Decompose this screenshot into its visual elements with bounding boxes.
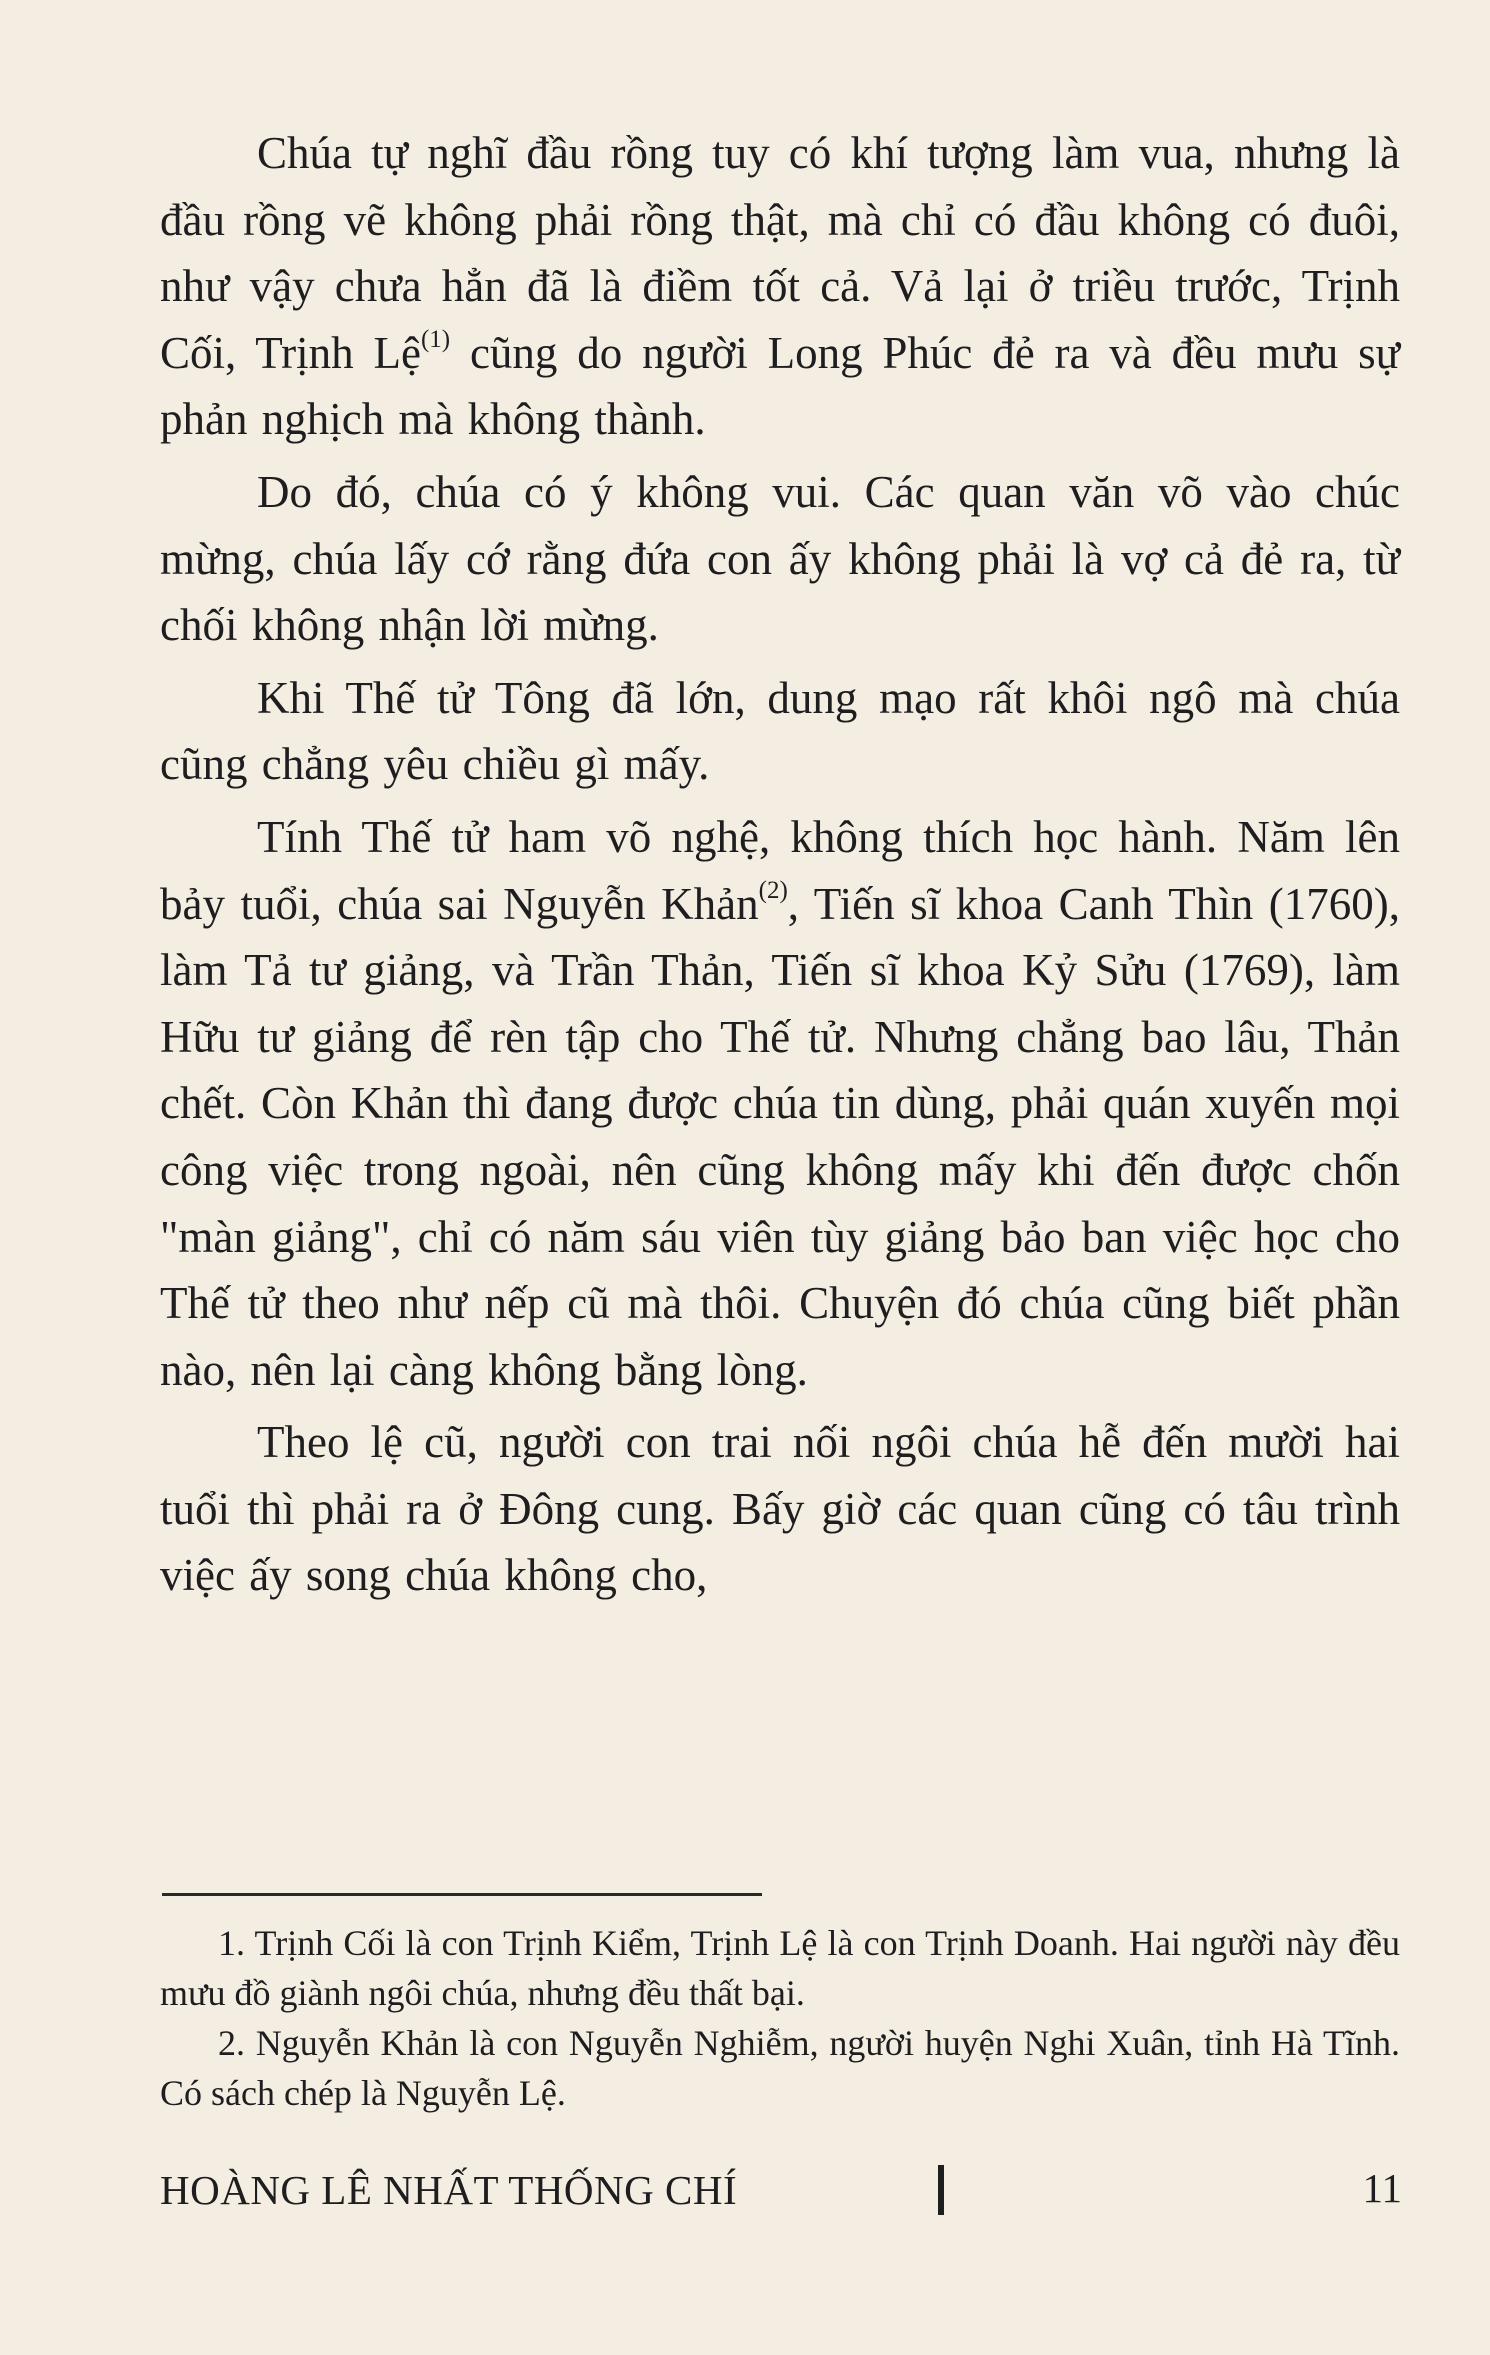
paragraph-5: Theo lệ cũ, người con trai nối ngôi chúa hễ đến mười hai tuổi thì phải ra ở Đông cung. Bấy giờ các quan cũng có tâu trình việc ấy song chúa không cho,	[160, 1417, 1400, 1601]
paragraph-text: Tính Thế tử ham võ nghệ, không thích học hành. Năm lên bảy tuổi, chúa sai Nguyễn Khản	[160, 811, 1400, 929]
footnote-2: 2. Nguyễn Khản là con Nguyễn Nghiễm, người huyện Nghi Xuân, tỉnh Hà Tĩnh. Có sách chép là Nguyễn Lệ.	[160, 2023, 1400, 2113]
paragraph-1	[160, 120, 1400, 453]
footnote-ref-1: (1)	[420, 325, 451, 353]
footnote-1: 1. Trịnh Cối là con Trịnh Kiểm, Trịnh Lệ là con Trịnh Doanh. Hai người này đều mưu đồ giành ngôi chúa, nhưng đều thất bại.	[160, 1923, 1400, 2013]
running-footer-title: HOÀNG LÊ NHẤT THỐNG CHÍ	[160, 2167, 738, 2213]
body-text	[160, 120, 1400, 1615]
paragraph-3: Khi Thế tử Tông đã lớn, dung mạo rất khôi ngô mà chúa cũng chẳng yêu chiều gì mấy.	[160, 672, 1400, 790]
footnote-ref-2: (2)	[758, 876, 788, 904]
footnotes	[160, 1918, 1400, 2118]
footer-separator-bar	[938, 2165, 944, 2215]
paragraph-text: Chúa tự nghĩ đầu rồng tuy có khí tượng làm vua, nhưng là đầu rồng vẽ không phải rồng thật, mà chỉ có đầu không có đuôi, như vậy chưa hẳn đã là điềm tốt cả. Vả lại ở triều trước, Trịnh Cối, Trịnh Lệ	[160, 128, 1400, 378]
paragraph-text: cũng do người Long Phúc đẻ ra và đều mưu sự phản nghịch mà không thành.	[160, 327, 1401, 445]
paragraph-text: , Tiến sĩ khoa Canh Thìn (1760), làm Tả tư giảng, và Trần Thản, Tiến sĩ khoa Kỷ Sửu (1769), làm Hữu tư giảng để rèn tập cho Thế tử. Nhưng chẳng bao lâu, Thản chết. Còn Khản thì đang được chúa tin dùng, phải quán xuyến mọi công việc trong ngoài, nên cũng không mấy khi đến được chốn "màn giảng", chỉ có năm sáu viên tùy giảng bảo ban việc học cho Thế tử theo như nếp cũ mà thôi. Chuyện đó chúa cũng biết phần nào, nên lại càng không bằng lòng.	[160, 878, 1400, 1395]
paragraph-4	[160, 804, 1400, 1403]
footnote-divider	[162, 1893, 762, 1896]
paragraph-2: Do đó, chúa có ý không vui. Các quan văn võ vào chúc mừng, chúa lấy cớ rằng đứa con ấy không phải là vợ cả đẻ ra, từ chối không nhận lời mừng.	[160, 466, 1400, 651]
page-number: 11	[1362, 2165, 1402, 2211]
